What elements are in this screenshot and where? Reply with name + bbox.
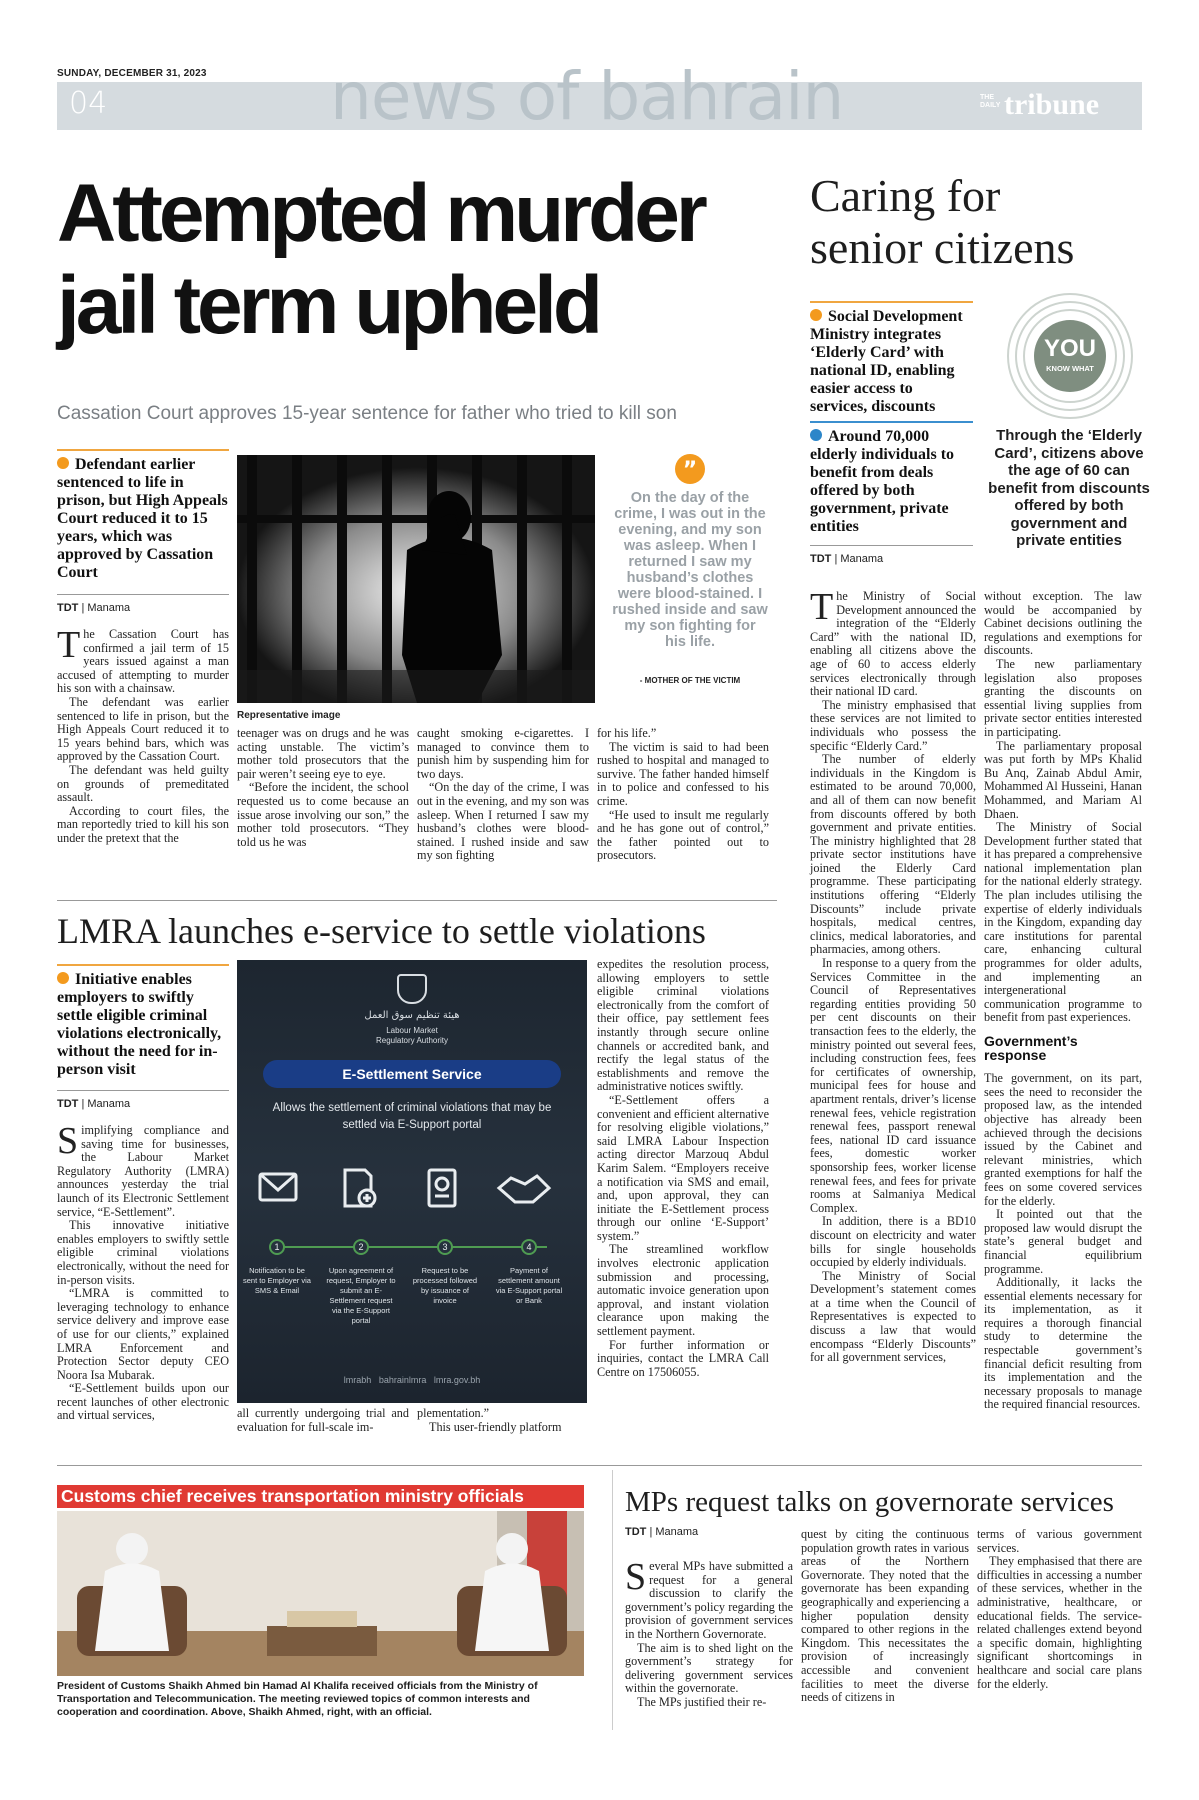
- mps-byline: [625, 1526, 698, 1538]
- caring-highlight2-text: Around 70,000 elderly individuals to benefit from deals offered by both government, private entities: [810, 428, 955, 535]
- lmra-headline: LMRA launches e-service to settle violations: [57, 911, 706, 951]
- lead-headline-line1: Attempted murder: [57, 168, 704, 259]
- step-label: Notification to be sent to Employer via SMS & Email: [243, 1266, 311, 1295]
- lead-col1: [57, 624, 229, 846]
- bullet-dot: [810, 429, 822, 441]
- paragraph: plementation.”: [417, 1406, 490, 1420]
- caring-col1: [810, 586, 976, 1365]
- lmra-top-rule: [57, 900, 777, 901]
- meeting-photo-illustration: [57, 1511, 584, 1676]
- lead-col4: [597, 727, 769, 863]
- page-number: 04: [69, 86, 108, 121]
- pullquote-attribution: - MOTHER OF THE VICTIM: [639, 676, 741, 685]
- footer-social: lmrabh: [343, 1375, 372, 1385]
- representative-image: [237, 455, 595, 703]
- footer-handle: bahrainlmra: [378, 1375, 427, 1385]
- paragraph: teenager was on drugs and he was acting unstable. The victim’s mother told prosecutors that the pair weren’t seeing eye to eye.: [237, 726, 409, 781]
- step-number: 3: [437, 1239, 453, 1255]
- masthead-small: THE DAILY: [980, 94, 1001, 109]
- byline-agency: TDT: [57, 1098, 79, 1110]
- lmra-col1: [57, 1120, 229, 1423]
- caring-col2: [984, 590, 1142, 1412]
- e-settlement-banner: [263, 1060, 561, 1088]
- footer-site: lmra.gov.bh: [433, 1375, 481, 1385]
- paragraph: For further information or inquiries, contact the LMRA Call Centre on 17506055.: [597, 1337, 769, 1379]
- paragraph: “E-Settlement offers a convenient and efficient alternative for resolving eligible violations,” said LMRA Labour Inspection acting director Marzouq Abdul Karim Salem. “Employers receive a notification via SMS and email, and, upon approval, they can initiate the E-Settlement process through our online ‘E-Support’ system.”: [597, 1092, 770, 1243]
- paragraph: caught smoking e-cigarettes. I managed to convince them to punish him by suspending him for two days.: [417, 726, 589, 781]
- paragraph: The Ministry of Social Development further stated that it has prepared a comprehensive national implementation plan for the national elderly strategy. The plan includes utilising the expertise of elderly individuals in the Kingdom, expanding day care institutions for parental care, enhancing cultural programmes for older adults, and implementing an intergenerational communication programme to benefit from past experiences.: [984, 820, 1142, 1025]
- paragraph: The Ministry of Social Development’s statement comes at a time when the Council of Representatives is expected to discuss a law that would encompass “Elderly Discounts” for all government services,: [810, 1268, 976, 1365]
- section-title: news of bahrain: [330, 58, 844, 135]
- lmra-highlight-text: Initiative enables employers to swiftly settle eligible criminal violations electronically, without the need for in-person visit: [57, 971, 222, 1078]
- steps-icons: [247, 1160, 577, 1220]
- lmra-emblem-icon: [397, 974, 427, 1004]
- mps-col1: [625, 1556, 793, 1710]
- customs-caption: President of Customs Shaikh Ahmed bin Hamad Al Khalifa received officials from the Ministry of Transportation and Telecommunication. The meeting reviewed topics of common interests and cooperation and coordination. Above, Shaikh Ahmed, right, with an official.: [57, 1680, 538, 1718]
- paragraph: without exception. The law would be accompanied by Cabinet decisions outlining the regulations and exemptions for discounts.: [984, 589, 1142, 658]
- paragraph: “On the day of the crime, I was out in the evening, and my son was asleep. When I returned I saw my husband’s clothes were blood-stained. I rushed inside and saw my son fighting: [417, 780, 589, 863]
- lmra-org-line2: Regulatory Authority: [375, 1036, 449, 1045]
- paragraph: They emphasised that there are difficulties in accessing a number of these services, whether in the administrative, healthcare, or educational fields. The service-related challenges extend beyond a specific domain, highlighting significant shortcomings in healthcare and social care plans for the elderly.: [977, 1554, 1142, 1691]
- prison-bars-illustration: [237, 455, 595, 703]
- lead-headline: [57, 168, 817, 352]
- bullet-dot: [57, 972, 69, 984]
- byline-place: | Manama: [834, 553, 884, 565]
- step-label: Payment of settlement amount via E-Support portal or Bank: [495, 1266, 563, 1305]
- dropcap: T: [57, 624, 81, 666]
- government-response-heading: Government’s response: [984, 1033, 1078, 1063]
- masthead: [980, 88, 1138, 124]
- mps-col3: [977, 1528, 1142, 1691]
- paragraph: implifying compliance and saving time for businesses, the Labour Market Regulatory Authority (LMRA) announces yesterday the trial launch of its Electronic Settlement service, “E-Settlement”.: [57, 1123, 229, 1219]
- paragraph: The ministry emphasised that these services are not limited to individuals who possess the specific “Elderly Card.”: [810, 697, 976, 753]
- bullet-dot: [810, 309, 822, 321]
- dropcap: T: [810, 586, 834, 628]
- caring-headline-line1: Caring for: [810, 170, 1001, 221]
- paragraph: The government, on its part, sees the need to reconsider the proposed law, as the intended objective has already been achieved through the decisions issued by the Cabinet and relevant ministries, which granted exemptions for half the fees on some covered services for the elderly.: [984, 1071, 1142, 1208]
- paragraph: all currently undergoing trial and evaluation for full-scale im-: [237, 1406, 409, 1434]
- paragraph: The victim is said to had been rushed to hospital and managed to survive. The father handed himself in to police and confessed to his crime.: [597, 739, 769, 808]
- paragraph: The streamlined workflow involves electronic application submission and processing, automatic invoice generation upon approval, and instant violation clearance upon making the settlement payment.: [597, 1242, 769, 1339]
- caring-highlight2: [810, 428, 973, 536]
- lmra-col3: [417, 1407, 589, 1434]
- caring-byline: [810, 553, 883, 565]
- paragraph: “LMRA is committed to leveraging technology to enhance service delivery and improve ease of use for our clients,” explained LMRA Enforcement and Protection Sector deputy CEO Noora Isa Mubarak.: [57, 1286, 229, 1382]
- paragraph: “Before the incident, the school requested us to come because an issue arose involving our son,” the mother told prosecutors. “They told us he was: [237, 780, 409, 849]
- lmra-org-line1: Labour Market: [386, 1026, 438, 1035]
- paragraph: quest by citing the continuous population growth rates in various areas of the Northern Governorate. They noted that the governorate has been expanding geographically and experiencing a higher population density compared to other regions in the Kingdom. This necessitates the provision of increasingly accessible and convenient facilities to meet the diverse needs of citizens in: [801, 1527, 969, 1705]
- lead-highlight-text: Defendant earlier sentenced to life in prison, but High Appeals Court reduced it to 15 years, which was approved by Cassation Court: [57, 456, 228, 581]
- paragraph: The defendant was held guilty on grounds of premeditated assault.: [57, 762, 229, 805]
- lmra-highlight: [57, 971, 229, 1079]
- bullet-dot: [57, 457, 69, 469]
- lmra-byline-rule: [57, 1090, 229, 1091]
- step-number: 2: [353, 1239, 369, 1255]
- bottom-rule: [57, 1465, 1142, 1466]
- lead-subhead: Cassation Court approves 15-year sentence for father who tried to kill son: [57, 403, 677, 424]
- paragraph: The number of elderly individuals in the Kingdom is estimated to be around 70,000, and all of them can now benefit from discounts offered by both government and private entities. The ministry highlighted that 28 private sector institutions have joined the Elderly Card programme. These participating institutions offering “Elderly Discounts” include private hospitals, medical centres, clinics, medical laboratories, and pharmacies, among others.: [810, 752, 976, 957]
- mps-headline: MPs request talks on governorate services: [625, 1486, 1114, 1518]
- lead-headline-line2: jail term upheld: [57, 260, 599, 351]
- steps-line: [277, 1246, 547, 1248]
- lmra-byline: [57, 1098, 130, 1110]
- graphic-footer: [237, 1375, 587, 1385]
- dateline: SUNDAY, DECEMBER 31, 2023: [57, 68, 207, 79]
- badge-caption: Through the ‘Elderly Card’, citizens above the age of 60 can benefit from discounts offered by both government and private entities: [988, 427, 1150, 549]
- paragraph: Additionally, it lacks the essential elements necessary for its implementation, as it requires a thorough financial study to determine the respectable government’s financial deficit resulting from its implementation and the necessary proposals to manage the required financial resources.: [984, 1275, 1142, 1412]
- pullquote: On the day of the crime, I was out in the evening, and my son was asleep. When I returned I saw my husband’s clothes were blood-stained. I rushed inside and saw my son fighting for his life.: [612, 490, 768, 650]
- caring-highlight1: [810, 308, 973, 416]
- mps-col2: [801, 1528, 969, 1705]
- lmra-org-arabic: هيئة تنظيم سوق العمل: [364, 1010, 460, 1021]
- paragraph: In response to a query from the Services Committee in the Council of Representatives regarding entities providing 50 per cent discounts on their transaction fees to the elderly, the ministry pointed out several fees, including construction fees, fees for certificates of ownership, municipal fees for house and apartment rentals, driver’s license renewal fees, vehicle registration renewal fees, passport renewal fees, national ID card issuance fees, domestic worker sponsorship fees, worker license renewal fees, and fees for private rooms at Salmaniya Medical Complex.: [810, 956, 976, 1215]
- paragraph: This innovative initiative enables employers to swiftly settle eligible criminal violations electronically, without the need for in-person visits.: [57, 1218, 229, 1287]
- step-number: 1: [269, 1239, 285, 1255]
- e-settlement-graphic: [237, 960, 587, 1403]
- byline-agency: TDT: [810, 553, 832, 565]
- paragraph: expedites the resolution process, allowing employers to settle eligible criminal violations electronically from the comfort of their office, pay settlement fees instantly through secure online channels or accredited bank, and rectify the legal status of the establishments and remove the administrative notices swiftly.: [597, 957, 769, 1094]
- byline-agency: TDT: [57, 602, 79, 614]
- byline-place: | Manama: [649, 1526, 699, 1538]
- byline-agency: TDT: [625, 1526, 647, 1538]
- e-settlement-tagline: Allows the settlement of criminal violations that may be settled via E-Support portal: [272, 1102, 552, 1131]
- you-know-what-badge: [1006, 292, 1134, 420]
- paragraph: everal MPs have submitted a request for a general discussion to clarify the government’s policy regarding the provision of government services in the Northern Governorate.: [625, 1559, 793, 1641]
- mps-divider: [612, 1470, 613, 1730]
- byline-place: | Manama: [81, 1098, 131, 1110]
- paragraph: for his life.”: [597, 726, 657, 740]
- lead-col3: [417, 727, 589, 863]
- paragraph: This user-friendly platform: [429, 1419, 562, 1434]
- paragraph: According to court files, the man reportedly tried to kill his son under the pretext that the: [57, 803, 229, 845]
- paragraph: In addition, there is a BD10 discount on electricity and water bills for single households occupied by elderly individuals.: [810, 1214, 976, 1270]
- step-label: Upon agreement of request, Employer to submit an E-Settlement request via the E-Support portal: [326, 1266, 396, 1325]
- lmra-col2: [237, 1407, 409, 1434]
- lead-byline-rule: [57, 594, 229, 595]
- step-number: 4: [521, 1239, 537, 1255]
- customs-photo: [57, 1511, 584, 1676]
- paragraph: terms of various government services.: [977, 1527, 1142, 1555]
- paragraph: he Ministry of Social Development announced the integration of the “Elderly Card” with the national ID, enabling all citizens above the age of 60 to access elderly services electronically through their national ID card.: [810, 589, 976, 699]
- caring-headline-line2: senior citizens: [810, 222, 1075, 273]
- handshake-icon: [499, 1176, 549, 1202]
- masthead-title: tribune: [1004, 88, 1100, 121]
- caring-highlight1-text: Social Development Ministry integrates ‘Elderly Card’ with national ID, enabling easier access to services, discounts: [810, 308, 963, 415]
- paragraph: The aim is to shed light on the government’s strategy for delivering government services within the governorate.: [625, 1640, 793, 1696]
- step-label: Request to be processed followed by issuance of invoice: [412, 1266, 478, 1305]
- paragraph: The new parliamentary legislation also proposes granting the discounts on essential living supplies from private sector entities interested in participating.: [984, 656, 1142, 739]
- paragraph: It pointed out that the proposed law would disrupt the state’s general budget and financial equilibrium programme.: [984, 1207, 1142, 1276]
- customs-headline: Customs chief receives transportation ministry officials: [57, 1485, 584, 1508]
- invoice-icon: [429, 1170, 455, 1206]
- paragraph: The defendant was earlier sentenced to life in prison, but the High Appeals Court reduced it to 15 years behind bars, which was approved by the Cassation Court.: [57, 694, 229, 764]
- byline-place: | Manama: [81, 602, 131, 614]
- lead-highlight: [57, 456, 229, 582]
- lead-highlight-rule: [57, 449, 229, 451]
- dropcap: S: [625, 1556, 647, 1598]
- paragraph: “E-Settlement builds upon our recent launches of other electronic and virtual services,: [57, 1381, 229, 1423]
- badge-big-text: YOU: [1043, 335, 1096, 362]
- lmra-col4: [597, 958, 769, 1379]
- paragraph: he Cassation Court has confirmed a jail term of 15 years issued against a man accused of attempting to murder his son with a chainsaw.: [57, 627, 229, 696]
- badge-small-text: KNOW WHAT: [1046, 364, 1094, 373]
- paragraph: “He used to insult me regularly and he has gone out of control,” the father pointed out to prosecutors.: [597, 807, 769, 863]
- lead-col2: [237, 727, 409, 849]
- paragraph: The parliamentary proposal was put forth by MPs Khalid Bu Anq, Zainab Abdul Amir, Mohammed Al Husseini, Hanan Mohammed, and Mariam Al Dhaen.: [984, 738, 1142, 821]
- dropcap: S: [57, 1120, 79, 1162]
- banner-label: E-Settlement Service: [342, 1066, 482, 1082]
- paragraph: The MPs justified their re-: [637, 1694, 767, 1709]
- lead-byline: [57, 602, 130, 614]
- lmra-highlight-rule: [57, 964, 229, 966]
- caring-headline: [810, 170, 1074, 274]
- quote-icon: ”: [675, 454, 705, 484]
- caring-byline-rule: [810, 545, 973, 546]
- caring-highlight1-rule: [810, 301, 973, 303]
- caring-highlight2-rule: [810, 421, 973, 423]
- image-caption: Representative image: [237, 710, 341, 721]
